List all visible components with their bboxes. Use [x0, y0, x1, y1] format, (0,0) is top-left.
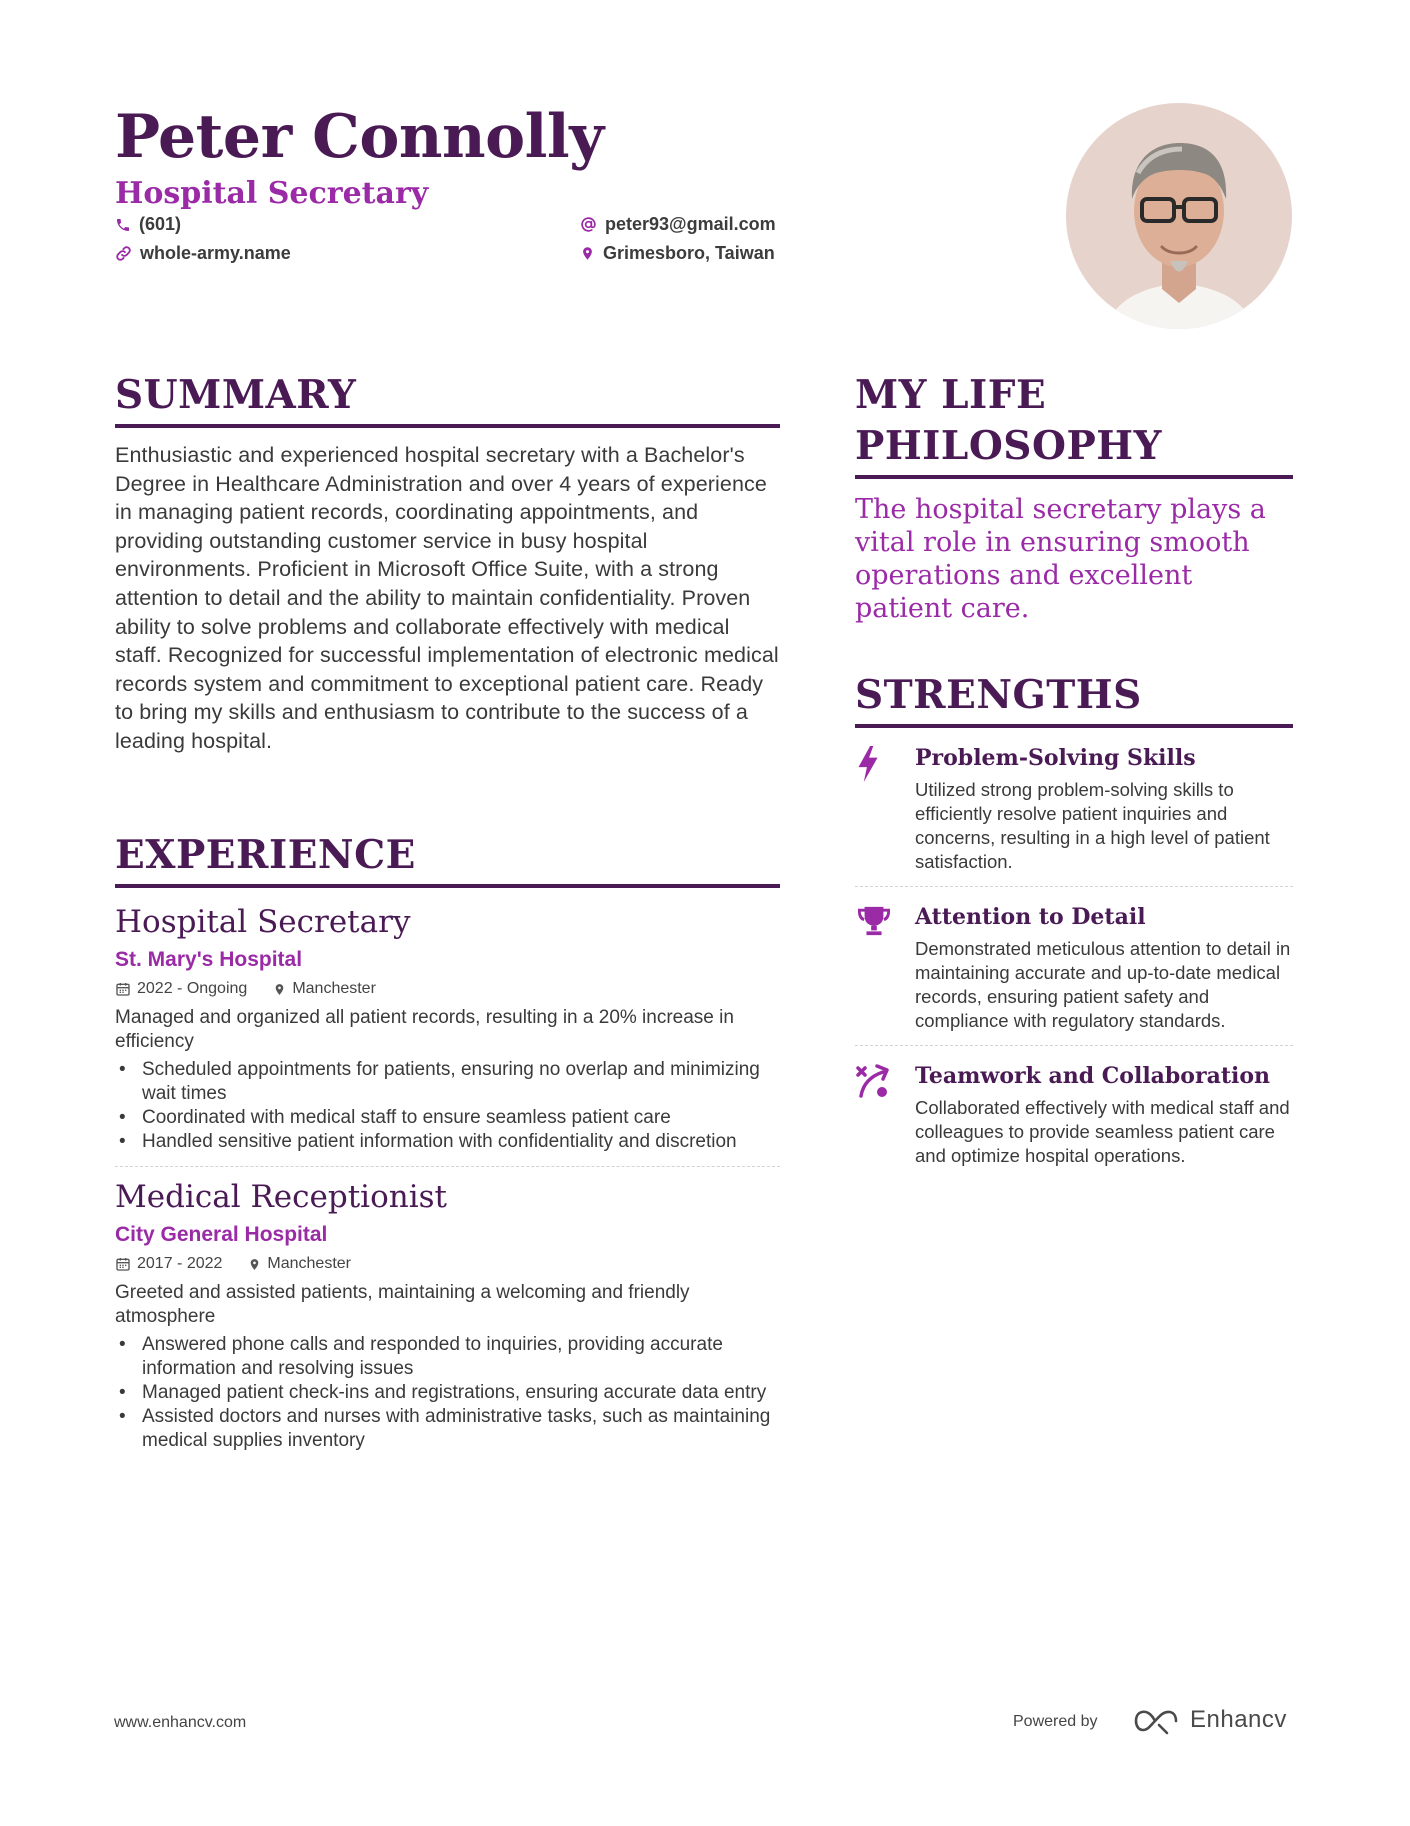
job-bullet: • Managed patient check-ins and registrations, ensuring accurate data entry: [142, 1381, 780, 1405]
experience-section: [115, 830, 780, 1465]
trophy-icon: [855, 905, 893, 937]
summary-section: [115, 370, 780, 756]
company-name: City General Hospital: [115, 1223, 328, 1246]
job-dates: 2017 - 2022: [137, 1255, 223, 1272]
candidate-title: Hospital Secretary: [115, 176, 429, 211]
location-pin-icon: [248, 1257, 261, 1272]
job-entry: [115, 902, 780, 1166]
strength-item: [855, 728, 1293, 886]
location-text: Grimesboro, Taiwan: [603, 243, 775, 263]
email-text: peter93@gmail.com: [605, 214, 776, 234]
job-meta: [115, 978, 780, 1000]
job-bullet: • Answered phone calls and responded to inquiries, providing accurate information and resolving issues: [142, 1333, 780, 1381]
website-text: whole-army.name: [140, 243, 291, 263]
powered-by-label: Powered by: [1013, 1713, 1098, 1730]
summary-text: Enthusiastic and experienced hospital secretary with a Bachelor's Degree in Healthcare Administration and over 4 years of experience in managing patient records, coordinating appointments, and providing outstanding customer service in busy hospital environments. Proficient in Microsoft Office Suite, with a strong attention to detail and the ability to maintain confidentiality. Proven ability to solve problems and collaborate effectively with medical staff. Recognized for successful implementation of electronic medical records system and commitment to exceptional patient care. Ready to bring my skills and enthusiasm to contribute to the success of a leading hospital.: [115, 443, 779, 753]
enhancv-logo-icon: [1133, 1705, 1179, 1737]
job-description: Managed and organized all patient records, resulting in a 20% increase in efficiency: [115, 1007, 734, 1052]
contact-email[interactable]: [580, 214, 776, 235]
experience-heading: EXPERIENCE: [115, 830, 780, 888]
strengths-heading: STRENGTHS: [855, 670, 1293, 728]
job-dates: 2022 - Ongoing: [137, 980, 248, 997]
contact-location: [580, 243, 775, 264]
contact-website[interactable]: [115, 243, 291, 264]
job-bullet: • Handled sensitive patient information with confidentiality and discretion: [142, 1130, 780, 1154]
strength-title: Attention to Detail: [915, 904, 1146, 930]
strength-title: Problem-Solving Skills: [915, 745, 1196, 771]
location-pin-icon: [273, 982, 286, 997]
job-location: Manchester: [292, 980, 376, 997]
phone-text: (601): [139, 214, 182, 234]
location-pin-icon: [580, 245, 595, 262]
philosophy-section: [855, 370, 1293, 625]
candidate-name: Peter Connolly: [115, 102, 604, 172]
calendar-icon: [115, 981, 131, 997]
job-description: Greeted and assisted patients, maintaining a welcoming and friendly atmosphere: [115, 1282, 690, 1327]
strength-description: Collaborated effectively with medical staff and colleagues to provide seamless patient care and optimize hospital operations.: [915, 1097, 1290, 1166]
strategy-icon: [855, 1064, 893, 1100]
job-bullets: [115, 1333, 780, 1453]
strength-title: Teamwork and Collaboration: [915, 1063, 1271, 1089]
calendar-icon: [115, 1256, 131, 1272]
job-meta: [115, 1253, 780, 1275]
job-entry: [115, 1166, 780, 1465]
strength-item: [855, 886, 1293, 1045]
job-bullet: • Coordinated with medical staff to ensure seamless patient care: [142, 1106, 780, 1130]
at-icon: [580, 216, 597, 233]
philosophy-heading-line2: PHILOSOPHY: [855, 423, 1162, 469]
company-name: St. Mary's Hospital: [115, 948, 303, 971]
philosophy-heading-line1: MY LIFE: [855, 372, 1047, 418]
job-title: Hospital Secretary: [115, 904, 411, 940]
strength-description: Utilized strong problem-solving skills to efficiently resolve patient inquiries and concerns, resulting in a high level of patient satisfaction.: [915, 779, 1270, 872]
job-location: Manchester: [267, 1255, 351, 1272]
contact-phone[interactable]: [115, 214, 181, 235]
job-bullet: • Assisted doctors and nurses with administrative tasks, such as maintaining medical supplies inventory: [142, 1405, 780, 1453]
lightning-icon: [855, 746, 881, 782]
profile-photo: [1066, 103, 1292, 329]
job-title: Medical Receptionist: [115, 1179, 447, 1215]
strength-description: Demonstrated meticulous attention to detail in maintaining accurate and up-to-date medical records, ensuring patient safety and compliance with regulatory standards.: [915, 938, 1291, 1031]
link-icon: [115, 245, 132, 262]
phone-icon: [115, 217, 131, 233]
job-bullets: [115, 1058, 780, 1154]
job-bullet: • Scheduled appointments for patients, ensuring no overlap and minimizing wait times: [142, 1058, 780, 1106]
footer-url[interactable]: www.enhancv.com: [114, 1714, 247, 1731]
summary-heading: SUMMARY: [115, 370, 780, 428]
philosophy-text: The hospital secretary plays a vital role in ensuring smooth operations and excellent patient care.: [855, 494, 1266, 624]
philosophy-heading: [855, 370, 1293, 479]
enhancv-brand[interactable]: Enhancv: [1190, 1706, 1287, 1733]
strengths-section: [855, 670, 1293, 1180]
strength-item: [855, 1045, 1293, 1180]
